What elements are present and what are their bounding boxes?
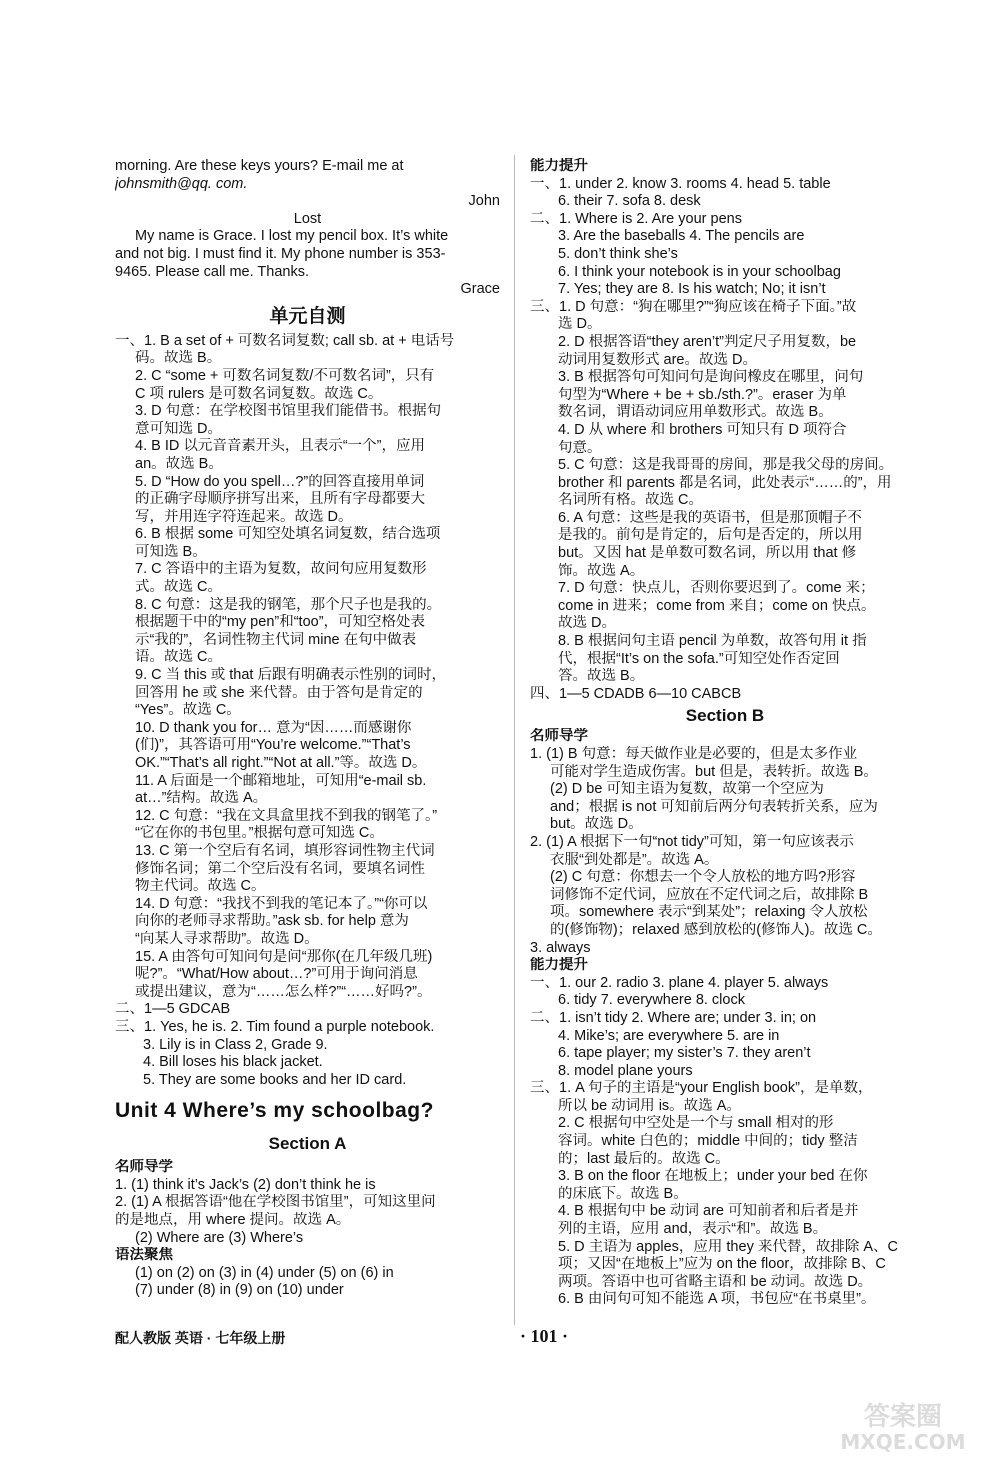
- text-line: 8. B 根据问句主语 pencil 为单数，故答句用 it 指: [558, 633, 867, 650]
- text-line: and；根据 is not 可知前后两分句表转折关系，应为: [550, 798, 878, 815]
- text-line: 根据题干中的“my pen”和“too”，可知空格处表: [135, 614, 426, 631]
- text-line: 的；last 最后的。故选 C。: [558, 1150, 730, 1167]
- section-heading: Section B: [685, 706, 765, 726]
- text-line: 1. (1) B 句意：每天做作业是必要的，但是太多作业: [530, 746, 858, 762]
- text-line: 4. Mike’s; are everywhere 5. are in: [558, 1027, 780, 1044]
- text-line: 3. Lily is in Class 2, Grade 9.: [143, 1036, 328, 1053]
- text-line: 7. Yes; they are 8. Is his watch; No; it isn’t: [558, 281, 826, 298]
- text-line: 4. B 根据句中 be 动词 are 可知前者和后者是并: [558, 1203, 859, 1220]
- text-line: 6. their 7. sofa 8. desk: [558, 193, 701, 210]
- footer-book-title: 配人教版 英语 · 七年级上册: [115, 1330, 286, 1346]
- text-line: 是我的。前句是肯定的，后句是否定的，所以用: [558, 527, 863, 544]
- text-line: 可知选 B。: [135, 543, 207, 560]
- text-line: 6. tape player; my sister’s 7. they aren’t: [558, 1045, 811, 1062]
- text-line: 二、1. isn’t tidy 2. Where are; under 3. in; on: [530, 1009, 817, 1026]
- text-line: 5. D 主语为 apples，应用 they 来代替，故排除 A、C: [558, 1238, 899, 1255]
- text-line: 列的主语，应用 and，表示“和”。故选 B。: [558, 1221, 828, 1238]
- text-line: (2) Where are (3) Where’s: [135, 1229, 304, 1246]
- text-line: 7. D 句意：快点儿，否则你要迟到了。come 来；: [558, 580, 875, 597]
- text-line: 三、1. A 句子的主语是“your English book”，是单数，: [530, 1080, 873, 1097]
- text-line: 的(修饰物)；relaxed 感到放松的(修饰人)。故选 C。: [550, 921, 882, 938]
- text-line: 项。somewhere 表示“到某处”；relaxing 令人放松: [550, 904, 868, 921]
- text-line: 5. C 句意：这是我哥哥的房间，那是我父母的房间。: [558, 457, 894, 474]
- text-line: 所以 be 动词用 is。故选 A。: [558, 1097, 741, 1114]
- text-line: 三、1. D 句意：“狗在哪里?”“狗应该在椅子下面。”故: [530, 298, 857, 315]
- text-line: (2) C 句意：你想去一个令人放松的地方吗?形容: [550, 869, 856, 886]
- text-line: 8. model plane yours: [558, 1062, 693, 1079]
- text-line: 可能对学生造成伤害。but 但是，表转折。故选 B。: [550, 763, 878, 780]
- text-line: “向某人寻求帮助”。故选 D。: [135, 930, 319, 947]
- text-line: 11. A 后面是一个邮箱地址，可知用“e-mail sb.: [135, 772, 427, 789]
- page-footer: [115, 1328, 915, 1352]
- text-line: 词修饰不定代词，应放在不定代词之后，故排除 B: [550, 886, 869, 903]
- text-line: 3. B on the floor 在地板上；under your bed 在你: [558, 1168, 868, 1185]
- text-line: John: [468, 193, 500, 210]
- text-line: 的是地点，用 where 提问。故选 A。: [115, 1212, 351, 1229]
- text-line: 二、1—5 GDCAB: [115, 1001, 231, 1018]
- text-line: 3. always: [530, 939, 591, 956]
- text-line: 三、1. Yes, he is. 2. Tim found a purple notebook.: [115, 1018, 435, 1035]
- text-line: morning. Are these keys yours? E-mail me at: [115, 158, 404, 174]
- text-line: at…”结构。故选 A。: [135, 790, 268, 807]
- text-line: 一、1. our 2. radio 3. plane 4. player 5. always: [530, 974, 829, 991]
- text-line: 修饰名词；第二个空后没有名词，要填名词性: [135, 860, 425, 877]
- text-line: OK.”“That’s all right.”“Not at all.”等。故选 D。: [135, 755, 427, 771]
- text-line: and not big. I must find it. My phone number is 353-: [115, 245, 446, 262]
- text-line: but。故选 D。: [550, 816, 643, 833]
- text-line: 的正确字母顺序拼写出来，且所有字母都要大: [135, 491, 425, 508]
- text-line: 7. C 答语中的主语为复数，故问句应用复数形: [135, 561, 427, 578]
- text-line: 9. C 当 this 或 that 后跟有明确表示性别的词时，: [135, 667, 446, 684]
- text-line: 选 D。: [558, 316, 602, 333]
- text-line: 物主代词。故选 C。: [135, 878, 266, 895]
- text-line: 二、1. Where is 2. Are your pens: [530, 210, 742, 227]
- watermark-logo: [828, 1395, 978, 1455]
- text-line: 2. D 根据答语“they aren’t”判定尺子用复数，be: [558, 333, 857, 350]
- text-line: 9465. Please call me. Thanks.: [115, 263, 309, 280]
- text-line: 14. D 句意：“我找不到我的笔记本了。”“你可以: [135, 895, 428, 912]
- text-line: 4. D 从 where 和 brothers 可知只有 D 项符合: [558, 421, 847, 438]
- section-heading: 单元自测: [269, 305, 346, 327]
- text-line: 3. B 根据答句可知问句是询问橡皮在哪里，问句: [558, 369, 864, 386]
- text-line: 12. C 句意：“我在文具盒里找不到我的钢笔了。”: [135, 807, 438, 824]
- text-line: Grace: [460, 281, 500, 298]
- text-line: 容词。white 白色的；middle 中间的；tidy 整洁: [558, 1133, 858, 1150]
- text-line: 代，根据“It’s on the sofa.”可知空处作否定回: [558, 650, 840, 667]
- text-line: 6. I think your notebook is in your schoolbag: [558, 263, 841, 280]
- text-line: an。故选 B。: [135, 455, 223, 472]
- text-line: (们)”，其答语可用“You’re welcome.”“That’s: [135, 737, 411, 754]
- text-line: 6. B 根据 some 可知空处填名词复数，结合选项: [135, 526, 441, 543]
- text-line: 句意。: [558, 439, 602, 456]
- text-line: 项；又因“在地板上”应为 on the floor，故排除 B、C: [558, 1256, 886, 1273]
- text-line: 2. C 根据句中空处是一个与 small 相对的形: [558, 1115, 834, 1132]
- text-line: Lost: [293, 210, 322, 227]
- text-line: 示“我的”，名词性物主代词 mine 在句中做表: [135, 631, 417, 648]
- text-line: 两项。答语中也可省略主语和 be 动词。故选 D。: [558, 1273, 873, 1290]
- text-line: 或提出建议，意为“……怎么样?”“……好吗?”。: [135, 983, 432, 1000]
- watermark-line1: 答案圈: [863, 1402, 943, 1432]
- text-line: 5. don’t think she’s: [558, 245, 678, 262]
- text-line: 4. Bill loses his black jacket.: [143, 1054, 323, 1071]
- text-line: 饰。故选 A。: [558, 562, 645, 579]
- text-line: “它在你的书包里。”根据句意可知选 C。: [135, 825, 384, 842]
- text-line: 答。故选 B。: [558, 668, 645, 685]
- text-line: 2. (1) A 根据下一句“not tidy”可知，第一句应该表示: [530, 833, 854, 850]
- subsection-heading: 能力提升: [530, 957, 588, 974]
- text-line: 名词所有格。故选 C。: [558, 492, 703, 509]
- text-line: 动词用复数形式 are。故选 D。: [558, 351, 757, 368]
- left-column: [115, 158, 500, 1300]
- page-number: · 101 ·: [520, 1326, 569, 1346]
- text-line: 式。故选 C。: [135, 579, 222, 596]
- text-line: 1. (1) think it’s Jack’s (2) don’t think he is: [115, 1176, 376, 1193]
- text-line: 的床底下。故选 B。: [558, 1185, 688, 1202]
- text-line: 10. D thank you for… 意为“因……而感谢你: [135, 719, 412, 736]
- subsection-heading: 语法聚焦: [115, 1247, 173, 1264]
- text-line: 5. They are some books and her ID card.: [143, 1071, 407, 1088]
- text-line: 5. D “How do you spell…?”的回答直接用单词: [135, 473, 425, 490]
- text-line: 2. (1) A 根据答语“他在学校图书馆里”，可知这里问: [115, 1194, 436, 1211]
- subsection-heading: 能力提升: [530, 158, 588, 174]
- text-line: 8. C 句意：这是我的钢笔，那个尺子也是我的。: [135, 596, 442, 613]
- text-line: C 项 rulers 是可数名词复数。故选 C。: [135, 385, 383, 402]
- text-line: (2) D be 可知主语为复数，故第一个空应为: [550, 781, 824, 798]
- text-line: 意可知选 D。: [135, 420, 222, 437]
- text-line: “Yes”。故选 C。: [135, 702, 241, 719]
- text-line: 语。故选 C。: [135, 649, 222, 666]
- text-line: 3. D 句意：在学校图书馆里我们能借书。根据句: [135, 403, 442, 420]
- text-line: 呢?”。“What/How about…?”可用于询问消息: [135, 966, 418, 983]
- text-line: come in 进来；come from 来自；come on 快点。: [558, 597, 876, 614]
- subsection-heading: 名师导学: [530, 728, 588, 745]
- text-line: 2. C “some + 可数名词复数/不可数名词”，只有: [135, 367, 435, 384]
- text-line: (1) on (2) on (3) in (4) under (5) on (6) in: [135, 1264, 394, 1281]
- text-line: 4. B ID 以元音音素开头，且表示“一个”，应用: [135, 438, 426, 455]
- text-line: 回答用 he 或 she 来代替。由于答句是肯定的: [135, 684, 423, 701]
- text-line: 句型为“Where + be + sb./sth.?”。eraser 为单: [558, 386, 847, 403]
- text-line: 一、1. under 2. know 3. rooms 4. head 5. table: [530, 175, 831, 192]
- text-line: My name is Grace. I lost my pencil box. It’s white: [135, 228, 449, 245]
- text-line: johnsmith@qq. com.: [115, 175, 248, 192]
- text-line: brother 和 parents 都是名词，此处表示“……的”，用: [558, 474, 892, 491]
- text-line: 向你的老师寻求帮助。”ask sb. for help 意为: [135, 913, 409, 930]
- text-line: (7) under (8) in (9) on (10) under: [135, 1282, 344, 1299]
- text-line: 3. Are the baseballs 4. The pencils are: [558, 228, 805, 245]
- text-line: 6. A 句意：这些是我的英语书，但是那顶帽子不: [558, 509, 862, 526]
- text-line: 写，并用连字符连起来。故选 D。: [135, 508, 353, 525]
- text-line: 数名词，谓语动词应用单数形式。故选 B。: [558, 404, 833, 421]
- text-line: but。又因 hat 是单数可数名词，所以用 that 修: [558, 545, 857, 562]
- text-line: 13. C 第一个空后有名词，填形容词性物主代词: [135, 842, 435, 859]
- subsection-heading: 名师导学: [115, 1159, 173, 1176]
- text-line: 15. A 由答句可知问句是问“那你(在几年级几班): [135, 948, 433, 965]
- text-line: 一、1. B a set of + 可数名词复数; call sb. at + 电话号: [115, 332, 455, 349]
- text-line: 故选 D。: [558, 615, 616, 632]
- text-line: 衣服“到处都是”。故选 A。: [550, 851, 719, 868]
- watermark-line2: MXQE.COM: [840, 1430, 966, 1454]
- column-divider: [514, 155, 515, 1325]
- section-heading: Section A: [268, 1134, 347, 1154]
- text-line: 四、1—5 CDADB 6—10 CABCB: [530, 685, 742, 702]
- section-heading: Unit 4 Where’s my schoolbag?: [115, 1099, 434, 1123]
- text-line: 码。故选 B。: [135, 350, 222, 367]
- text-line: 6. tidy 7. everywhere 8. clock: [558, 992, 745, 1009]
- text-line: 6. B 由问句可知不能选 A 项，书包应“在书桌里”。: [558, 1291, 876, 1308]
- right-column: [530, 158, 920, 1309]
